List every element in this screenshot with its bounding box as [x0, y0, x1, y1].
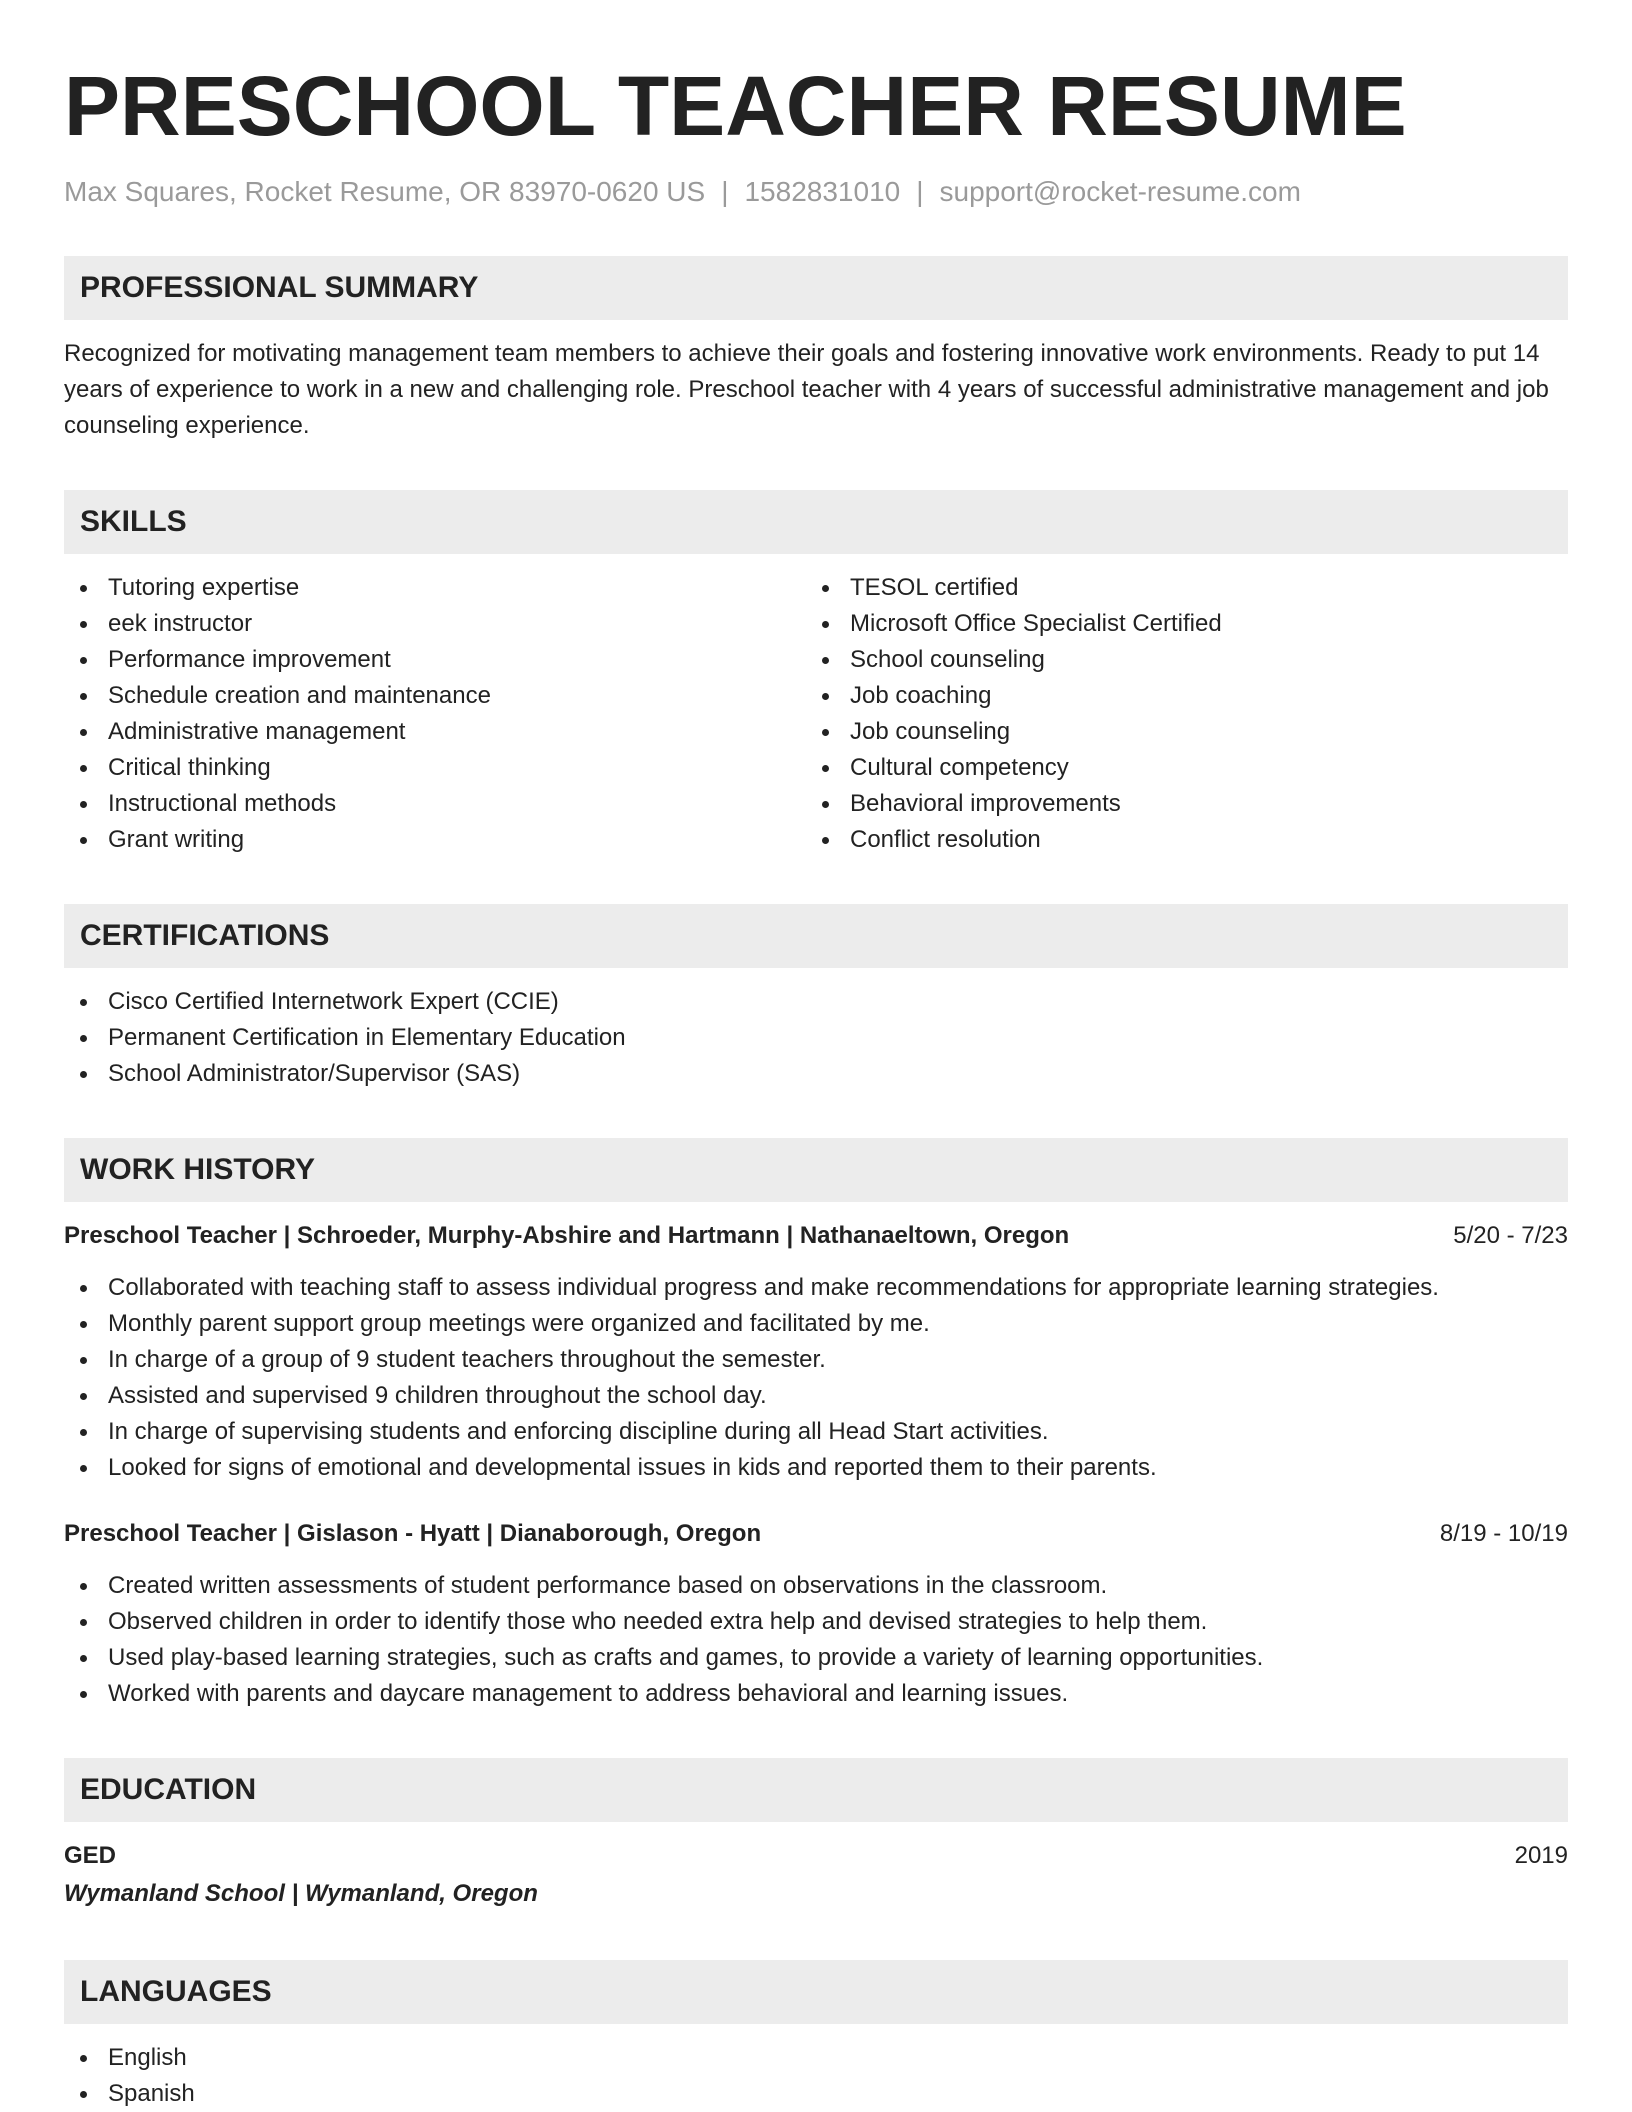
- job-header: [64, 1218, 1568, 1254]
- skill-item: Cultural competency: [806, 750, 1548, 786]
- education-header: [64, 1838, 1568, 1874]
- languages-heading: LANGUAGES: [64, 1960, 1568, 2024]
- certification-item: School Administrator/Supervisor (SAS): [64, 1056, 1568, 1092]
- language-item: Spanish: [64, 2076, 1568, 2112]
- job-bullet: In charge of a group of 9 student teachers throughout the semester.: [64, 1342, 1568, 1378]
- skill-item: Microsoft Office Specialist Certified: [806, 606, 1548, 642]
- skill-item: Schedule creation and maintenance: [64, 678, 806, 714]
- skill-item: Performance improvement: [64, 642, 806, 678]
- skill-item: TESOL certified: [806, 570, 1548, 606]
- job-bullet: In charge of supervising students and enforcing discipline during all Head Start activities.: [64, 1414, 1568, 1450]
- education-degree: GED: [64, 1842, 117, 1869]
- resume-page: [64, 54, 1568, 2112]
- certification-item: Permanent Certification in Elementary Education: [64, 1020, 1568, 1056]
- certification-item: Cisco Certified Internetwork Expert (CCIE): [64, 984, 1568, 1020]
- education-heading: EDUCATION: [64, 1758, 1568, 1822]
- certifications-heading: CERTIFICATIONS: [64, 904, 1568, 968]
- skills-heading: SKILLS: [64, 490, 1568, 554]
- skill-item: Behavioral improvements: [806, 786, 1548, 822]
- job-title: Preschool Teacher | Gislason - Hyatt | Dianaborough, Oregon: [64, 1520, 762, 1547]
- education-school: Wymanland School | Wymanland, Oregon: [64, 1880, 538, 1907]
- skill-item: Grant writing: [64, 822, 806, 858]
- job-bullet: Created written assessments of student performance based on observations in the classroom.: [64, 1568, 1568, 1604]
- languages-list: [64, 2040, 1568, 2112]
- summary-heading: PROFESSIONAL SUMMARY: [64, 256, 1568, 320]
- job-entry: [64, 1516, 1568, 1712]
- contact-separator: |: [721, 176, 729, 207]
- job-dates: 8/19 - 10/19: [1439, 1520, 1568, 1547]
- job-dates: 5/20 - 7/23: [1453, 1222, 1568, 1249]
- job-bullet: Observed children in order to identify those who needed extra help and devised strategies to help them.: [64, 1604, 1568, 1640]
- skill-item: Instructional methods: [64, 786, 806, 822]
- skill-item: Job coaching: [806, 678, 1548, 714]
- skill-item: eek instructor: [64, 606, 806, 642]
- contact-address: Max Squares, Rocket Resume, OR 83970-0620 US: [64, 176, 706, 207]
- contact-separator: |: [916, 176, 924, 207]
- job-bullet: Used play-based learning strategies, such as crafts and games, to provide a variety of learning opportunities.: [64, 1640, 1568, 1676]
- skill-item: Administrative management: [64, 714, 806, 750]
- job-bullet: Looked for signs of emotional and developmental issues in kids and reported them to their parents.: [64, 1450, 1568, 1486]
- skill-item: Critical thinking: [64, 750, 806, 786]
- skills-grid: [64, 570, 1568, 858]
- job-bullet: Collaborated with teaching staff to assess individual progress and make recommendations for appropriate learning strategies.: [64, 1270, 1568, 1306]
- contact-email: support@rocket-resume.com: [939, 176, 1301, 207]
- job-bullet: Worked with parents and daycare management to address behavioral and learning issues.: [64, 1676, 1568, 1712]
- job-bullet: Assisted and supervised 9 children throughout the school day.: [64, 1378, 1568, 1414]
- job-entry: [64, 1218, 1568, 1486]
- certifications-list: [64, 984, 1568, 1092]
- skill-item: School counseling: [806, 642, 1548, 678]
- contact-line: [64, 174, 1568, 210]
- job-bullets: [64, 1270, 1568, 1486]
- job-header: [64, 1516, 1568, 1552]
- skill-item: Job counseling: [806, 714, 1548, 750]
- job-bullet: Monthly parent support group meetings were organized and facilitated by me.: [64, 1306, 1568, 1342]
- job-title: Preschool Teacher | Schroeder, Murphy-Abshire and Hartmann | Nathanaeltown, Oregon: [64, 1222, 1070, 1249]
- job-bullets: [64, 1568, 1568, 1712]
- education-year: 2019: [1514, 1842, 1568, 1869]
- language-item: English: [64, 2040, 1568, 2076]
- summary-text: Recognized for motivating management team members to achieve their goals and fostering innovative work environments. Ready to put 14 years of experience to work in a new and challenging role. Preschool teacher with 4 years of successful administrative management and job counseling experience.: [64, 340, 1549, 439]
- skill-item: Conflict resolution: [806, 822, 1548, 858]
- contact-phone: 1582831010: [744, 176, 901, 207]
- skill-item: Tutoring expertise: [64, 570, 806, 606]
- resume-title: PRESCHOOL TEACHER RESUME: [64, 59, 1407, 153]
- skills-left-column: [64, 570, 806, 858]
- work-history-heading: WORK HISTORY: [64, 1138, 1568, 1202]
- skills-right-column: [806, 570, 1548, 858]
